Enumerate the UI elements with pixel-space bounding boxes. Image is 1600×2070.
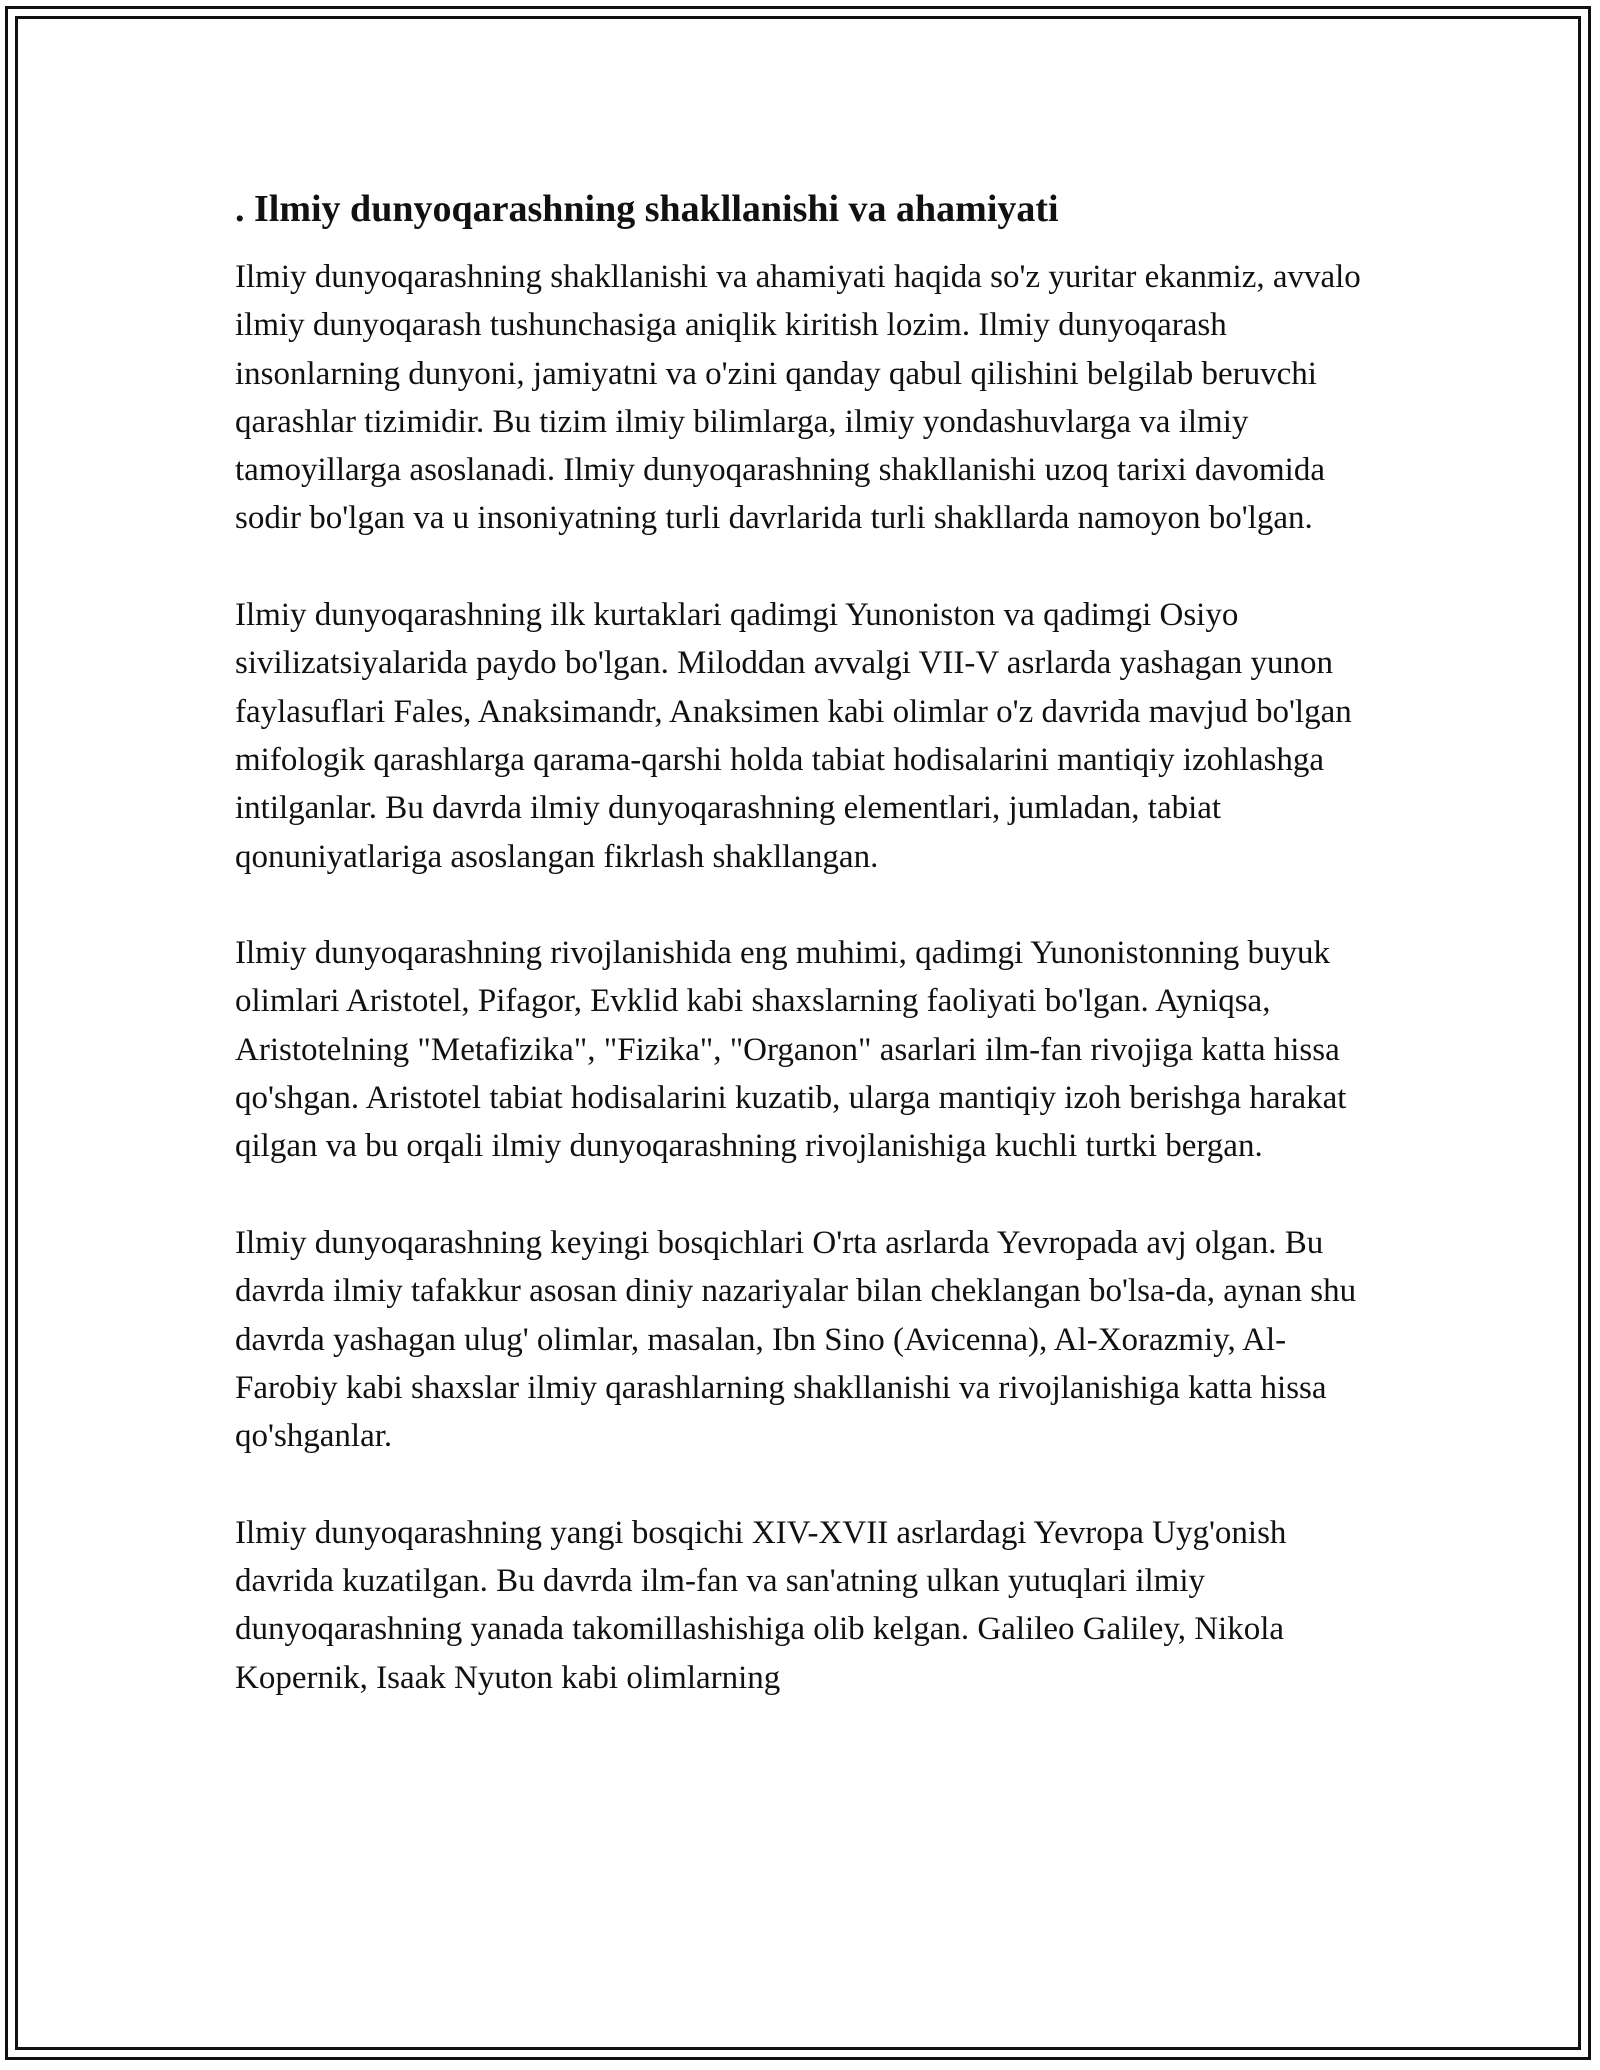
paragraph-5: Ilmiy dunyoqarashning yangi bosqichi XIV-XVII asrlardagi Yevropa Uyg'onish davrida kuzatilgan. Bu davrda ilm-fan va san'atning ulkan yutuqlari ilmiy dunyoqarashning yanada takomillashishiga olib kelgan. Galileo Galiley, Nikola Kopernik, Isaak Nyuton kabi olimlarning — [235, 1514, 1287, 1696]
document-title: . Ilmiy dunyoqarashning shakllanishi va ahamiyati — [235, 188, 1059, 230]
paragraph-2: Ilmiy dunyoqarashning ilk kurtaklari qadimgi Yunoniston va qadimgi Osiyo sivilizatsiyalarida paydo bo'lgan. Miloddan avvalgi VII-V asrlarda yashagan yunon faylasuflari Fales, Anaksimandr, Anaksimen kabi olimlar o'z davrida mavjud bo'lgan mifologik qarashlarga qarama-qarshi holda tabiat hodisalarini mantiqiy izohlashga intilganlar. Bu davrda ilmiy dunyoqarashning elementlari, jumladan, tabiat qonuniyatlariga asoslangan fikrlash shakllangan. — [235, 597, 1352, 875]
paragraph-4: Ilmiy dunyoqarashning keyingi bosqichlari O'rta asrlarda Yevropada avj olgan. Bu davrda ilmiy tafakkur asosan diniy nazariyalar bilan cheklangan bo'lsa-da, aynan shu davrda yashagan ulug' olimlar, masalan, Ibn Sino (Avicenna), Al-Xorazmiy, Al-Farobiy kabi shaxslar ilmiy qarashlarning shakllanishi va rivojlanishiga katta hissa qo'shganlar. — [235, 1224, 1357, 1455]
document-body — [235, 185, 1365, 1702]
paragraph-3: Ilmiy dunyoqarashning rivojlanishida eng muhimi, qadimgi Yunonistonning buyuk olimlari Aristotel, Pifagor, Evklid kabi shaxslarning faoliyati bo'lgan. Ayniqsa, Aristotelning "Metafizika", "Fizika", "Organon" asarlari ilm-fan rivojiga katta hissa qo'shgan. Aristotel tabiat hodisalarini kuzatib, ularga mantiqiy izoh berishga harakat qilgan va bu orqali ilmiy dunyoqarashning rivojlanishiga kuchli turtki bergan. — [235, 935, 1347, 1165]
paragraph-1: Ilmiy dunyoqarashning shakllanishi va ahamiyati haqida so'z yuritar ekanmiz, avvalo ilmiy dunyoqarash tushunchasiga aniqlik kiritish lozim. Ilmiy dunyoqarash insonlarning dunyoni, jamiyatni va o'zini qanday qabul qilishini belgilab beruvchi qarashlar tizimidir. Bu tizim ilmiy bilimlarga, ilmiy yondashuvlarga va ilmiy tamoyillarga asoslanadi. Ilmiy dunyoqarashning shakllanishi uzoq tarixi davomida sodir bo'lgan va u insoniyatning turli davrlarida turli shakllarda namoyon bo'lgan. — [235, 259, 1361, 537]
